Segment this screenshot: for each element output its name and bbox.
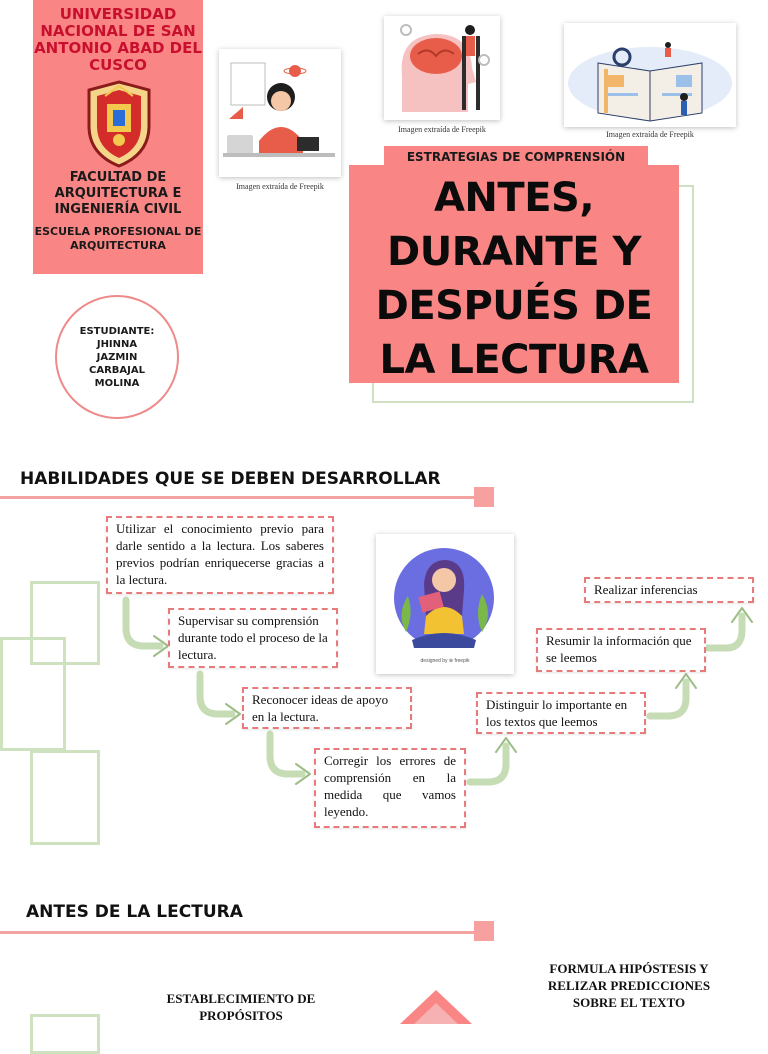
triangle-decoration-icon xyxy=(398,986,474,1024)
student-label: ESTUDIANTE: xyxy=(79,325,155,337)
image-credit-1: Imagen extraída de Freepik xyxy=(236,182,324,191)
before-reading-heading: ANTES DE LA LECTURA xyxy=(26,902,243,922)
before-heading-rule xyxy=(0,931,478,934)
skills-heading: HABILIDADES QUE SE DEBEN DESARROLLAR xyxy=(20,469,441,489)
title-line-2: DURANTE Y xyxy=(387,229,641,275)
skill-item-supporting-ideas: Reconocer ideas de apoyo en la lectura. xyxy=(242,687,412,729)
title-line-4: LA LECTURA xyxy=(379,337,649,383)
title-line-3: DESPUÉS DE xyxy=(375,283,653,329)
skill-item-correct-errors: Corregir los errores de comprensión en la medida que vamos leyendo. xyxy=(314,748,466,828)
image-credit-2: Imagen extraída de Freepik xyxy=(398,125,486,134)
reading-girl-illustration-icon xyxy=(376,534,514,674)
skill-item-summarize: Resumir la información que se leemos xyxy=(536,628,706,672)
university-name: UNIVERSIDAD NACIONAL DE SAN ANTONIO ABAD DEL CUSCO xyxy=(34,5,202,74)
skill-item-inferences: Realizar inferencias xyxy=(584,577,754,603)
before-item-purposes: ESTABLECIMIENTO DE PROPÓSITOS xyxy=(166,991,316,1023)
illustration-reading-girl xyxy=(376,534,514,674)
strategies-label: ESTRATEGIAS DE COMPRENSIÓN xyxy=(384,146,648,168)
faculty-name: FACULTAD DE ARQUITECTURA E INGENIERÍA CIVIL xyxy=(54,170,182,217)
skill-item-prior-knowledge: Utilizar el conocimiento previo para darle sentido a la lectura. Los saberes previos podrían enriquecerse gracias a la lectura. xyxy=(106,516,334,594)
skill-item-distinguish: Distinguir lo importante en los textos que leemos xyxy=(476,692,646,734)
image-credit-3: Imagen extraída de Freepik xyxy=(606,130,694,139)
school-name: ESCUELA PROFESIONAL DE ARQUITECTURA xyxy=(34,225,202,252)
reading-image-credit: designed by ⊕ freepik xyxy=(420,658,470,664)
student-name: JHINNA JAZMIN CARBAJAL MOLINA xyxy=(89,338,145,389)
skill-item-supervise: Supervisar su comprensión durante todo el proceso de la lectura. xyxy=(168,608,338,668)
before-heading-square xyxy=(474,921,494,941)
title-line-1: ANTES, xyxy=(433,175,595,221)
before-item-hypothesis: FORMULA HIPÓSTESIS Y RELIZAR PREDICCIONES SOBRE EL TEXTO xyxy=(547,961,711,1010)
